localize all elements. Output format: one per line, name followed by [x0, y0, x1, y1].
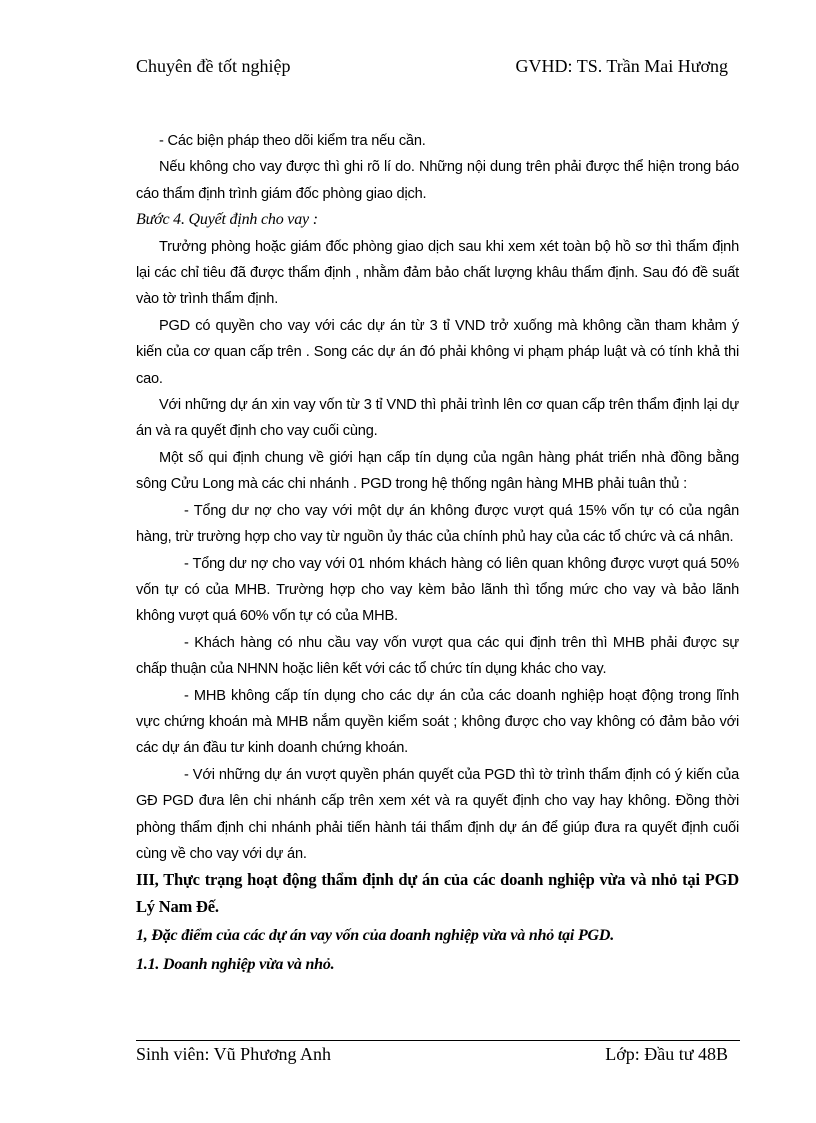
header-title: Chuyên đề tốt nghiệp [136, 56, 291, 76]
footer-class: Lớp: Đầu tư 48B [605, 1044, 728, 1064]
paragraph-above-3-billion: Với những dự án xin vay vốn từ 3 tỉ VND thì phải trình lên cơ quan cấp trên thẩm định lại dự án và ra quyết định cho vay cuối cùng. [136, 397, 739, 440]
section-iii-heading: III, Thực trạng hoạt động thẩm định dự án của các doanh nghiệp vừa và nhỏ tại PGD Lý Nam Đế. [136, 870, 739, 916]
paragraph-refusal: Nếu không cho vay được thì ghi rõ lí do. Những nội dung trên phải được thể hiện trong báo cáo thẩm định trình giám đốc phòng giao dịch. [136, 159, 739, 202]
paragraph-pgd-authority: PGD có quyền cho vay với các dự án từ 3 tỉ VND trở xuống mà không cần tham khảm ý kiến của cơ quan cấp trên . Song các dự án đó phải không vi phạm pháp luật và có tính khả thi cao. [136, 317, 739, 387]
page-header [136, 56, 728, 82]
bullet-50-percent: - Tổng dư nợ cho vay với 01 nhóm khách hàng có liên quan không được vượt quá 50% vốn tự có của MHB. Trường hợp cho vay kèm bảo lãnh thì tổng mức cho vay và bảo lãnh không vượt quá 60% vốn tự có của MHB. [136, 555, 739, 625]
bullet-securities: - MHB không cấp tín dụng cho các dự án của các doanh nghiệp hoạt động trong lĩnh vực chứng khoán mà MHB nắm quyền kiểm soát ; không được cho vay không có đảm bảo với các dự án đầu tư kinh doanh chứng khoán. [136, 687, 739, 757]
subsection-1-1-heading: 1.1. Doanh nghiệp vừa và nhỏ. [136, 955, 335, 973]
paragraph-director-review: Trưởng phòng hoặc giám đốc phòng giao dịch sau khi xem xét toàn bộ hồ sơ thì thẩm định lại các chỉ tiêu đã được thẩm định , nhằm đảm bảo chất lượng khâu thẩm định. Sau đó đề suất vào tờ trình thẩm định. [136, 238, 739, 308]
page-footer [136, 1044, 728, 1070]
bullet-15-percent: - Tổng dư nợ cho vay với một dự án không được vượt quá 15% vốn tự có của ngân hàng, trừ trường hợp cho vay từ nguồn ủy thác của chính phủ hay của các tổ chức và cá nhân. [136, 502, 739, 546]
paragraph-credit-limits: Một số qui định chung về giới hạn cấp tín dụng của ngân hàng phát triển nhà đồng bằng sông Cửu Long mà các chi nhánh . PGD trong hệ thống ngân hàng MHB phải tuân thủ : [136, 449, 739, 493]
subsection-1-heading: 1, Đặc điểm của các dự án vay vốn của doanh nghiệp vừa và nhỏ tại PGD. [136, 926, 615, 944]
document-body [136, 128, 739, 979]
paragraph-measures: - Các biện pháp theo dõi kiểm tra nếu cần. [159, 133, 426, 149]
step-4-heading: Bước 4. Quyết định cho vay : [136, 211, 318, 229]
footer-student: Sinh viên: Vũ Phương Anh [136, 1044, 331, 1064]
header-advisor: GVHD: TS. Trần Mai Hương [515, 56, 728, 76]
bullet-nhnn-approval: - Khách hàng có nhu cầu vay vốn vượt qua các qui định trên thì MHB phải được sự chấp thuận của NHNN hoặc liên kết với các tổ chức tín dụng khác cho vay. [136, 634, 739, 678]
bullet-reappraisal: - Với những dự án vượt quyền phán quyết của PGD thì tờ trình thẩm định có ý kiến của GĐ PGD đưa lên chi nhánh cấp trên xem xét và ra quyết định cho vay hay không. Đồng thời phòng thẩm định chi nhánh phải tiến hành tái thẩm định dự án để giúp đưa ra quyết định cuối cùng về cho vay với dự án. [136, 766, 739, 862]
footer-divider [136, 1040, 740, 1041]
